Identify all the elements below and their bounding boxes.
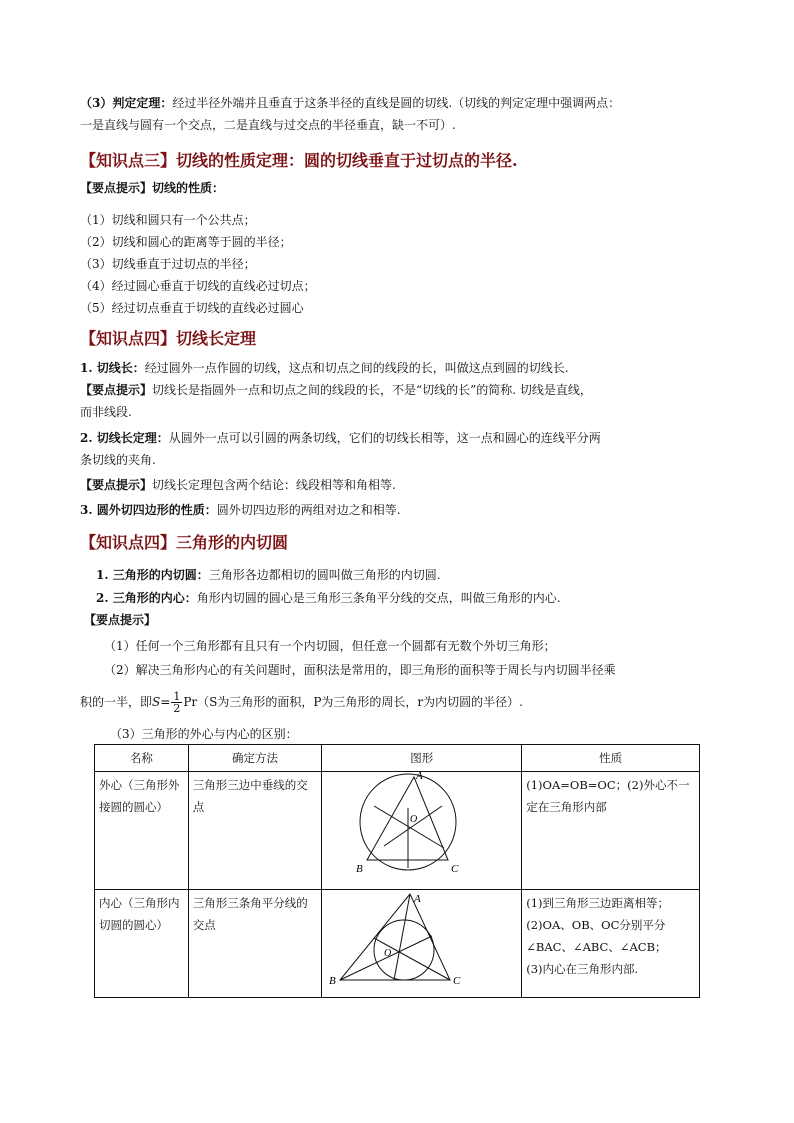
circum-label-a: A xyxy=(415,772,423,782)
formula-denominator: 2 xyxy=(173,702,181,715)
kp4a-tip1-label: 【要点提示】 xyxy=(80,383,153,397)
table-row-circumcenter xyxy=(95,772,700,890)
incenter-diagram xyxy=(324,890,520,990)
kp4b-tip-label: 【要点提示】 xyxy=(84,613,157,627)
kp4b-note-2-line2: 积的一半，即S= $\frac{1}{2}$ Pr（S为三角形的面积，P为三角形的周长，r为内切圆的半径）. xyxy=(80,690,523,715)
kp4b-note-2-pre: 积的一半，即 xyxy=(80,695,153,709)
kp4a-p3-text: 圆外切四边形的两组对边之和相等. xyxy=(216,503,401,517)
kp3-item-1: （1）切线和圆只有一个公共点； xyxy=(80,213,256,227)
circum-label-b: B xyxy=(355,863,363,875)
incenter-properties xyxy=(522,890,700,998)
circumcenter-diagram xyxy=(324,772,520,882)
circumcenter-figure-cell xyxy=(322,772,522,890)
kp3-item-3: （3）切线垂直于过切点的半径； xyxy=(80,257,256,271)
incenter-figure-cell xyxy=(322,890,522,998)
perp-bisector-ac xyxy=(384,806,442,846)
kp4b-p1-text: 三角形各边都相切的圆叫做三角形的内切圆. xyxy=(208,568,441,582)
circumcenter-name: 外心（三角形外接圆的圆心） xyxy=(95,772,189,890)
in-label-a: A xyxy=(413,893,421,905)
circumcenter-method: 三角形三边中垂线的交点 xyxy=(188,772,322,890)
kp4a-p3-label: 3. 圆外切四边形的性质： xyxy=(80,503,217,517)
kp4a-p1-text: 经过圆外一点作圆的切线，这点和切点之间的线段的长，叫做这点到圆的切线长. xyxy=(144,361,569,375)
kp4a-tip1-line2: 而非线段. xyxy=(80,405,132,419)
formula-lhs: S xyxy=(152,695,161,709)
judgment-theorem-line2: 一是直线与圆有一个交点，二是直线与过交点的半径垂直，缺一不可）. xyxy=(80,118,456,132)
kp3-item-5: （5）经过切点垂直于切线的直线必过圆心 xyxy=(80,301,304,315)
table-header-figure: 图形 xyxy=(322,745,522,772)
kp4a-tip1-text: 切线长是指圆外一点和切点之间的线段的长，不是“切线的长”的简称. 切线是直线， xyxy=(152,383,592,397)
kp4a-p1 xyxy=(80,360,569,376)
judgment-theorem-line1 xyxy=(80,95,620,111)
kp4a-p2-line2: 条切线的夹角. xyxy=(80,453,156,467)
kp4a-p2-label: 2. 切线长定理： xyxy=(80,431,169,445)
in-label-b: B xyxy=(328,975,336,987)
circumcenter-prop-2: 定在三角形内部 xyxy=(526,800,607,814)
kp4b-p1-label: 1. 三角形的内切圆： xyxy=(96,568,209,582)
judgment-theorem-text: 经过半径外端并且垂直于这条半径的直线是圆的切线.（切线的判定定理中强调两点： xyxy=(172,96,621,110)
formula-rhs: Pr xyxy=(183,695,198,709)
in-triangle xyxy=(340,894,450,980)
kp4b-note-1: （1）任何一个三角形都有且只有一个内切圆，但任意一个圆都有无数个外切三角形； xyxy=(104,639,556,653)
incenter-name: 内心（三角形内切圆的圆心） xyxy=(95,890,189,998)
circum-label-o: O xyxy=(409,814,417,825)
kp4b-p2-text: 角形内切圆的圆心是三角形三条角平分线的交点，叫做三角形的内心. xyxy=(196,591,561,605)
kp4a-p2 xyxy=(80,430,601,446)
table-header-name: 名称 xyxy=(95,745,189,772)
bisector-a xyxy=(394,894,410,980)
kp3-item-4: （4）经过圆心垂直于切线的直线必过切点； xyxy=(80,279,316,293)
incenter-prop-1: (1)到三角形三边距离相等； xyxy=(526,896,670,910)
in-label-c: C xyxy=(452,975,461,987)
kp4b-note-2-post: （S为三角形的面积，P为三角形的周长，r为内切圆的半径）. xyxy=(197,695,523,709)
circum-label-c: C xyxy=(450,863,459,875)
kp4b-heading: 【知识点四】三角形的内切圆 xyxy=(80,533,289,552)
incenter-prop-3: ∠BAC、∠ABC、∠ACB； xyxy=(526,940,667,954)
kp4b-p2 xyxy=(96,590,561,606)
in-label-o: O xyxy=(383,948,391,959)
kp3-tip-label: 【要点提示】切线的性质： xyxy=(80,181,225,195)
kp3-item-2: （2）切线和圆心的距离等于圆的半径； xyxy=(80,235,292,249)
formula-numerator: 1 xyxy=(173,690,181,703)
center-comparison-table xyxy=(94,744,700,998)
kp3-heading: 【知识点三】切线的性质定理：圆的切线垂直于过切点的半径. xyxy=(80,151,518,170)
table-row-incenter xyxy=(95,890,700,998)
judgment-theorem-label: （3）判定定理： xyxy=(80,96,173,110)
kp4b-note-3: （3）三角形的外心与内心的区别： xyxy=(110,727,298,741)
kp4a-tip1 xyxy=(80,382,592,398)
kp4a-p3 xyxy=(80,502,401,518)
formula-fraction xyxy=(171,691,182,714)
incenter-prop-4: (3)内心在三角形内部. xyxy=(526,962,639,976)
table-header-property: 性质 xyxy=(522,745,700,772)
table-header-method: 确定方法 xyxy=(188,745,322,772)
kp4b-note-2: （2）解决三角形内心的有关问题时，面积法是常用的，即三角形的面积等于周长与内切圆半径乘 xyxy=(104,663,616,677)
kp4a-heading: 【知识点四】切线长定理 xyxy=(80,329,257,348)
kp4a-tip2-label: 【要点提示】 xyxy=(80,478,153,492)
incenter-method: 三角形三条角平分线的交点 xyxy=(188,890,322,998)
kp4a-tip2 xyxy=(80,477,396,493)
incircle xyxy=(374,920,434,980)
kp4a-p2-text: 从圆外一点可以引圆的两条切线，它们的切线长相等，这一点和圆心的连线平分两 xyxy=(168,431,601,445)
circumcenter-properties xyxy=(522,772,700,890)
circumcenter-prop-1: (1)OA=OB=OC；(2)外心不一 xyxy=(526,778,690,792)
kp4a-tip2-text: 切线长定理包含两个结论：线段相等和角相等. xyxy=(152,478,396,492)
kp4b-p1 xyxy=(96,567,441,583)
incenter-prop-2: (2)OA、OB、OC分别平分 xyxy=(526,918,666,932)
kp4a-p1-label: 1. 切线长： xyxy=(80,361,145,375)
kp4b-p2-label: 2. 三角形的内心： xyxy=(96,591,197,605)
table-header-row xyxy=(95,745,700,772)
